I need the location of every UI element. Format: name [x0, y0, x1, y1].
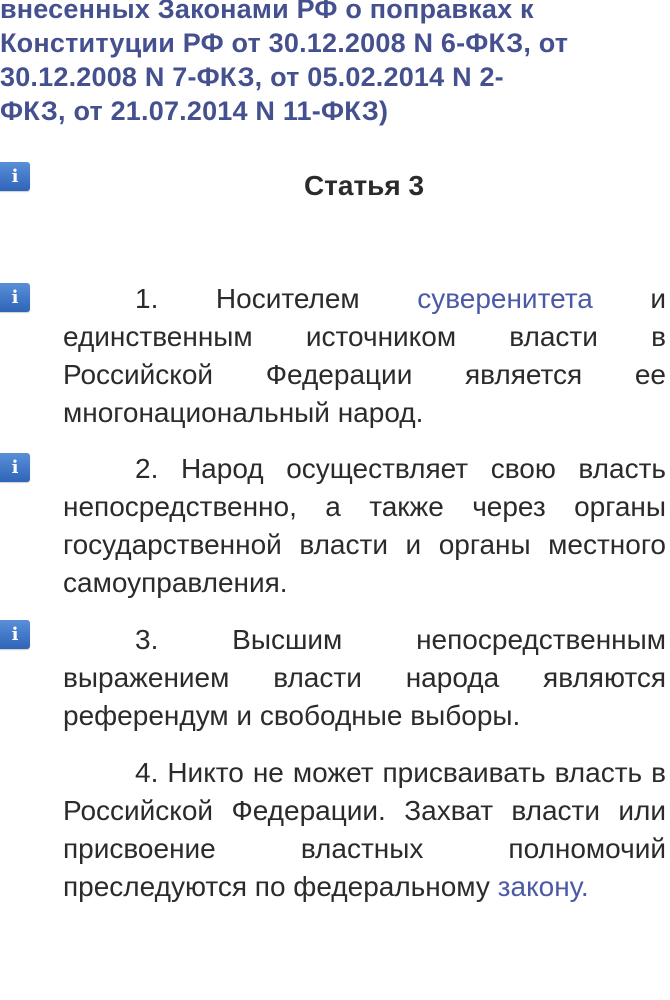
- info-icon[interactable]: i: [0, 283, 30, 312]
- header-line: внесенных Законами РФ о поправках к: [0, 0, 534, 24]
- header-line: Конституции РФ от 30.12.2008 N 6-ФКЗ, от: [0, 28, 569, 58]
- article-title: Статья 3: [303, 170, 425, 201]
- paragraph-text: и единственным источником власти в Российской Федерации является ее многонациональный народ.: [63, 283, 666, 428]
- document-header: [0, 0, 670, 128]
- paragraph-text: 1. Носителем: [135, 283, 418, 314]
- sovereignty-link[interactable]: суверенитета: [417, 283, 593, 314]
- info-icon[interactable]: i: [0, 620, 30, 649]
- paragraph-1: [63, 280, 666, 432]
- info-icon[interactable]: i: [0, 453, 30, 482]
- paragraph-text: 4. Никто не может присваивать власть в Российской Федерации. Захват власти или присвоение властных полномочий преследуются по федеральному: [63, 757, 666, 902]
- paragraph-text: 3. Высшим непосредственным выражением власти народа являются референдум и свободные выборы.: [63, 624, 666, 731]
- paragraph-2: [63, 450, 666, 602]
- header-line: 30.12.2008 N 7-ФКЗ, от 05.02.2014 N 2-: [0, 62, 504, 92]
- header-line: ФКЗ, от 21.07.2014 N 11-ФКЗ): [0, 96, 389, 126]
- paragraph-3: [63, 621, 666, 735]
- paragraph-text: 2. Народ осуществляет свою власть непосредственно, а также через органы государственной власти и органы местного самоуправления.: [63, 453, 666, 598]
- paragraph-4: [63, 754, 666, 906]
- law-link[interactable]: закону.: [497, 871, 589, 902]
- info-icon[interactable]: i: [0, 162, 30, 191]
